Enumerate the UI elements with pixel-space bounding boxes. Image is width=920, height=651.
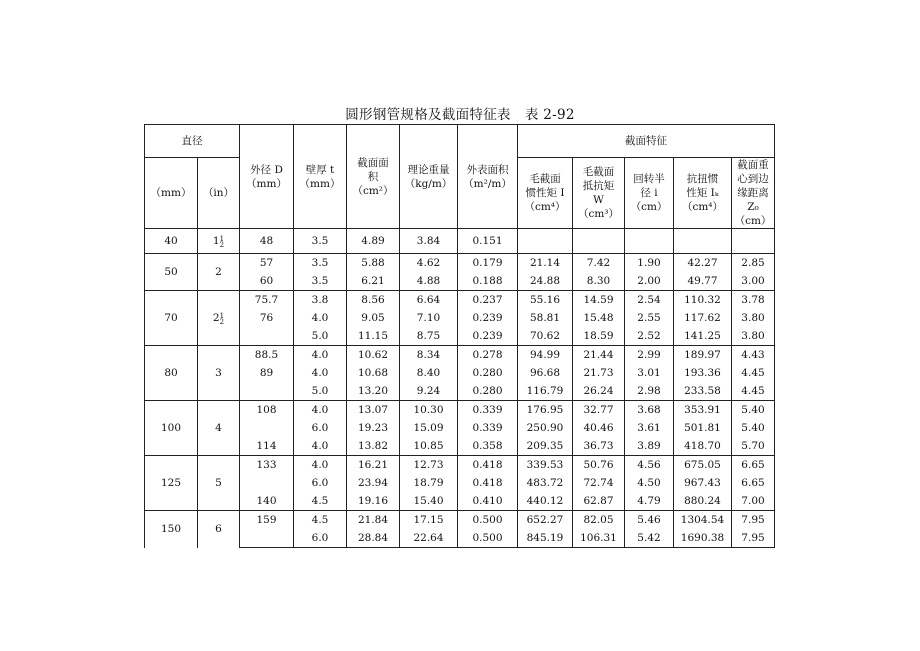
cell-torsional-inertia: 967.43 bbox=[674, 474, 732, 492]
cell-theoretical-weight: 17.15 bbox=[400, 511, 458, 530]
cell-torsional-inertia: 189.97 bbox=[674, 346, 732, 365]
header-section-properties: 截面特征 bbox=[518, 125, 775, 158]
cell-moment-of-inertia: 55.16 bbox=[518, 291, 573, 310]
fraction-numerator: 1 bbox=[219, 312, 225, 320]
cell-section-modulus: 21.73 bbox=[573, 364, 625, 382]
cell-theoretical-weight: 4.88 bbox=[400, 272, 458, 291]
cell-torsional-inertia: 42.27 bbox=[674, 254, 732, 273]
cell-radius-of-gyration: 5.46 bbox=[625, 511, 674, 530]
cell-surface-area: 0.239 bbox=[458, 327, 518, 346]
cell-wall-thickness: 4.0 bbox=[294, 364, 347, 382]
cell-theoretical-weight: 8.40 bbox=[400, 364, 458, 382]
cell-radius-of-gyration: 3.89 bbox=[625, 437, 674, 456]
cell-torsional-inertia: 675.05 bbox=[674, 456, 732, 475]
table-row bbox=[145, 346, 775, 365]
table-row bbox=[145, 272, 775, 291]
header-wall-thickness: 壁厚 t （mm） bbox=[294, 125, 347, 229]
cell-radius-of-gyration: 1.90 bbox=[625, 254, 674, 273]
cell-outer-diameter: 159 bbox=[240, 511, 294, 530]
cell-surface-area: 0.500 bbox=[458, 511, 518, 530]
cell-wall-thickness: 3.8 bbox=[294, 291, 347, 310]
table-row bbox=[145, 529, 775, 548]
cell-surface-area: 0.339 bbox=[458, 419, 518, 437]
header-section-modulus: 毛截面 抵抗矩 W （cm³） bbox=[573, 158, 625, 229]
header-outer-diameter: 外径 D （mm） bbox=[240, 125, 294, 229]
cell-surface-area: 0.339 bbox=[458, 401, 518, 420]
cell-section-area: 13.07 bbox=[347, 401, 400, 420]
cell-surface-area: 0.179 bbox=[458, 254, 518, 273]
cell-moment-of-inertia: 70.62 bbox=[518, 327, 573, 346]
steel-pipe-spec-table bbox=[144, 124, 775, 548]
cell-section-area: 13.20 bbox=[347, 382, 400, 401]
cell-section-modulus: 50.76 bbox=[573, 456, 625, 475]
cell-section-modulus: 15.48 bbox=[573, 309, 625, 327]
cell-outer-diameter bbox=[240, 419, 294, 437]
table-row bbox=[145, 364, 775, 382]
cell-section-area: 5.88 bbox=[347, 254, 400, 273]
cell-surface-area: 0.151 bbox=[458, 229, 518, 254]
cell-torsional-inertia: 141.25 bbox=[674, 327, 732, 346]
cell-radius-of-gyration: 5.42 bbox=[625, 529, 674, 548]
cell-radius-of-gyration: 2.52 bbox=[625, 327, 674, 346]
cell-outer-diameter: 48 bbox=[240, 229, 294, 254]
cell-theoretical-weight: 22.64 bbox=[400, 529, 458, 548]
table-number: 表 2-92 bbox=[524, 107, 575, 123]
cell-torsional-inertia: 501.81 bbox=[674, 419, 732, 437]
cell-wall-thickness: 5.0 bbox=[294, 327, 347, 346]
cell-moment-of-inertia: 483.72 bbox=[518, 474, 573, 492]
cell-radius-of-gyration: 3.01 bbox=[625, 364, 674, 382]
cell-surface-area: 0.500 bbox=[458, 529, 518, 548]
cell-diameter-in: 2 bbox=[198, 254, 240, 291]
cell-section-modulus: 18.59 bbox=[573, 327, 625, 346]
cell-torsional-inertia: 233.58 bbox=[674, 382, 732, 401]
cell-diameter-in bbox=[198, 229, 240, 254]
cell-section-modulus: 7.42 bbox=[573, 254, 625, 273]
cell-radius-of-gyration: 3.61 bbox=[625, 419, 674, 437]
cell-section-modulus: 106.31 bbox=[573, 529, 625, 548]
header-section-area: 截面面 积 （cm²） bbox=[347, 125, 400, 229]
in-whole: 2 bbox=[212, 312, 220, 324]
table-row bbox=[145, 327, 775, 346]
cell-centroid-distance: 7.95 bbox=[732, 511, 775, 530]
cell-outer-diameter bbox=[240, 474, 294, 492]
cell-torsional-inertia: 1690.38 bbox=[674, 529, 732, 548]
cell-outer-diameter: 89 bbox=[240, 364, 294, 382]
cell-surface-area: 0.410 bbox=[458, 492, 518, 511]
cell-torsional-inertia bbox=[674, 229, 732, 254]
cell-moment-of-inertia: 176.95 bbox=[518, 401, 573, 420]
cell-diameter-in: 6 bbox=[198, 511, 240, 548]
table-row bbox=[145, 474, 775, 492]
cell-outer-diameter: 88.5 bbox=[240, 346, 294, 365]
cell-radius-of-gyration: 2.99 bbox=[625, 346, 674, 365]
header-diameter-mm: （mm） bbox=[145, 158, 198, 229]
cell-moment-of-inertia: 58.81 bbox=[518, 309, 573, 327]
cell-surface-area: 0.280 bbox=[458, 364, 518, 382]
cell-moment-of-inertia: 652.27 bbox=[518, 511, 573, 530]
cell-radius-of-gyration: 3.68 bbox=[625, 401, 674, 420]
table-title bbox=[0, 103, 920, 123]
cell-section-area: 10.62 bbox=[347, 346, 400, 365]
cell-diameter-in bbox=[198, 291, 240, 346]
cell-moment-of-inertia: 21.14 bbox=[518, 254, 573, 273]
cell-wall-thickness: 4.0 bbox=[294, 401, 347, 420]
cell-theoretical-weight: 15.40 bbox=[400, 492, 458, 511]
cell-wall-thickness: 3.5 bbox=[294, 254, 347, 273]
cell-section-modulus: 40.46 bbox=[573, 419, 625, 437]
cell-centroid-distance: 4.45 bbox=[732, 364, 775, 382]
cell-radius-of-gyration: 2.98 bbox=[625, 382, 674, 401]
cell-section-area: 21.84 bbox=[347, 511, 400, 530]
table-row bbox=[145, 254, 775, 273]
cell-centroid-distance: 4.45 bbox=[732, 382, 775, 401]
cell-theoretical-weight: 7.10 bbox=[400, 309, 458, 327]
cell-centroid-distance bbox=[732, 229, 775, 254]
cell-section-modulus: 21.44 bbox=[573, 346, 625, 365]
cell-section-modulus: 82.05 bbox=[573, 511, 625, 530]
cell-surface-area: 0.358 bbox=[458, 437, 518, 456]
cell-section-area: 4.89 bbox=[347, 229, 400, 254]
cell-centroid-distance: 5.70 bbox=[732, 437, 775, 456]
header-centroid-distance: 截面重 心到边 缘距离 Z₀ （cm） bbox=[732, 158, 775, 229]
cell-outer-diameter: 76 bbox=[240, 309, 294, 327]
cell-wall-thickness: 3.5 bbox=[294, 229, 347, 254]
cell-torsional-inertia: 353.91 bbox=[674, 401, 732, 420]
cell-outer-diameter: 140 bbox=[240, 492, 294, 511]
cell-theoretical-weight: 8.34 bbox=[400, 346, 458, 365]
header-torsional-inertia: 抗扭惯 性矩 Iₖ （cm⁴） bbox=[674, 158, 732, 229]
cell-surface-area: 0.280 bbox=[458, 382, 518, 401]
cell-centroid-distance: 6.65 bbox=[732, 456, 775, 475]
cell-moment-of-inertia: 116.79 bbox=[518, 382, 573, 401]
cell-torsional-inertia: 418.70 bbox=[674, 437, 732, 456]
header-diameter: 直径 bbox=[145, 125, 240, 158]
cell-surface-area: 0.239 bbox=[458, 309, 518, 327]
cell-torsional-inertia: 49.77 bbox=[674, 272, 732, 291]
table-row bbox=[145, 456, 775, 475]
table-row bbox=[145, 382, 775, 401]
table-row bbox=[145, 492, 775, 511]
cell-surface-area: 0.418 bbox=[458, 474, 518, 492]
cell-centroid-distance: 3.78 bbox=[732, 291, 775, 310]
cell-section-modulus: 36.73 bbox=[573, 437, 625, 456]
cell-moment-of-inertia: 94.99 bbox=[518, 346, 573, 365]
cell-surface-area: 0.237 bbox=[458, 291, 518, 310]
cell-diameter-mm: 50 bbox=[145, 254, 198, 291]
cell-wall-thickness: 4.0 bbox=[294, 346, 347, 365]
cell-section-modulus: 32.77 bbox=[573, 401, 625, 420]
cell-wall-thickness: 4.5 bbox=[294, 511, 347, 530]
cell-torsional-inertia: 1304.54 bbox=[674, 511, 732, 530]
cell-centroid-distance: 4.43 bbox=[732, 346, 775, 365]
cell-diameter-mm: 125 bbox=[145, 456, 198, 511]
cell-theoretical-weight: 12.73 bbox=[400, 456, 458, 475]
cell-diameter-mm: 70 bbox=[145, 291, 198, 346]
title-text: 圆形钢管规格及截面特征表 bbox=[345, 107, 511, 123]
table-row bbox=[145, 309, 775, 327]
table-row bbox=[145, 511, 775, 530]
cell-radius-of-gyration: 2.54 bbox=[625, 291, 674, 310]
cell-theoretical-weight: 10.30 bbox=[400, 401, 458, 420]
cell-wall-thickness: 6.0 bbox=[294, 529, 347, 548]
cell-moment-of-inertia: 845.19 bbox=[518, 529, 573, 548]
cell-section-area: 9.05 bbox=[347, 309, 400, 327]
cell-section-area: 10.68 bbox=[347, 364, 400, 382]
cell-surface-area: 0.278 bbox=[458, 346, 518, 365]
cell-section-modulus bbox=[573, 229, 625, 254]
cell-surface-area: 0.188 bbox=[458, 272, 518, 291]
cell-moment-of-inertia bbox=[518, 229, 573, 254]
cell-outer-diameter bbox=[240, 327, 294, 346]
fraction-denominator: 2 bbox=[219, 241, 225, 249]
cell-section-modulus: 8.30 bbox=[573, 272, 625, 291]
fraction-numerator: 1 bbox=[219, 235, 225, 243]
cell-outer-diameter: 133 bbox=[240, 456, 294, 475]
cell-theoretical-weight: 10.85 bbox=[400, 437, 458, 456]
header-moment-of-inertia: 毛截面 惯性矩 I （cm⁴） bbox=[518, 158, 573, 229]
table-row bbox=[145, 291, 775, 310]
cell-moment-of-inertia: 339.53 bbox=[518, 456, 573, 475]
cell-section-area: 19.23 bbox=[347, 419, 400, 437]
cell-wall-thickness: 4.0 bbox=[294, 437, 347, 456]
table-row bbox=[145, 401, 775, 420]
cell-section-area: 23.94 bbox=[347, 474, 400, 492]
cell-diameter-in: 3 bbox=[198, 346, 240, 401]
fraction-denominator: 2 bbox=[219, 318, 225, 326]
cell-theoretical-weight: 3.84 bbox=[400, 229, 458, 254]
cell-diameter-mm: 100 bbox=[145, 401, 198, 456]
cell-radius-of-gyration: 2.00 bbox=[625, 272, 674, 291]
cell-theoretical-weight: 15.09 bbox=[400, 419, 458, 437]
cell-wall-thickness: 4.0 bbox=[294, 309, 347, 327]
cell-wall-thickness: 4.5 bbox=[294, 492, 347, 511]
cell-diameter-mm: 40 bbox=[145, 229, 198, 254]
cell-centroid-distance: 7.95 bbox=[732, 529, 775, 548]
cell-radius-of-gyration bbox=[625, 229, 674, 254]
cell-radius-of-gyration: 4.79 bbox=[625, 492, 674, 511]
cell-moment-of-inertia: 24.88 bbox=[518, 272, 573, 291]
cell-section-modulus: 14.59 bbox=[573, 291, 625, 310]
in-whole: 1 bbox=[212, 235, 220, 247]
cell-diameter-in: 4 bbox=[198, 401, 240, 456]
cell-theoretical-weight: 18.79 bbox=[400, 474, 458, 492]
header-diameter-in: （in） bbox=[198, 158, 240, 229]
cell-section-modulus: 72.74 bbox=[573, 474, 625, 492]
cell-diameter-mm: 80 bbox=[145, 346, 198, 401]
in-fraction bbox=[220, 313, 224, 325]
cell-section-area: 19.16 bbox=[347, 492, 400, 511]
cell-outer-diameter bbox=[240, 382, 294, 401]
cell-wall-thickness: 6.0 bbox=[294, 419, 347, 437]
cell-section-area: 28.84 bbox=[347, 529, 400, 548]
cell-outer-diameter: 114 bbox=[240, 437, 294, 456]
header-surface-area: 外表面积 （m²/m） bbox=[458, 125, 518, 229]
cell-wall-thickness: 5.0 bbox=[294, 382, 347, 401]
cell-outer-diameter: 60 bbox=[240, 272, 294, 291]
cell-radius-of-gyration: 2.55 bbox=[625, 309, 674, 327]
cell-section-area: 8.56 bbox=[347, 291, 400, 310]
cell-outer-diameter: 75.7 bbox=[240, 291, 294, 310]
cell-radius-of-gyration: 4.56 bbox=[625, 456, 674, 475]
cell-centroid-distance: 5.40 bbox=[732, 401, 775, 420]
table-row bbox=[145, 419, 775, 437]
cell-theoretical-weight: 9.24 bbox=[400, 382, 458, 401]
cell-wall-thickness: 3.5 bbox=[294, 272, 347, 291]
cell-moment-of-inertia: 250.90 bbox=[518, 419, 573, 437]
cell-theoretical-weight: 4.62 bbox=[400, 254, 458, 273]
cell-centroid-distance: 6.65 bbox=[732, 474, 775, 492]
cell-outer-diameter: 108 bbox=[240, 401, 294, 420]
cell-centroid-distance: 3.00 bbox=[732, 272, 775, 291]
cell-centroid-distance: 3.80 bbox=[732, 309, 775, 327]
table-row bbox=[145, 437, 775, 456]
cell-section-modulus: 26.24 bbox=[573, 382, 625, 401]
table-row bbox=[145, 229, 775, 254]
cell-section-area: 6.21 bbox=[347, 272, 400, 291]
cell-diameter-in: 5 bbox=[198, 456, 240, 511]
cell-centroid-distance: 2.85 bbox=[732, 254, 775, 273]
cell-section-area: 16.21 bbox=[347, 456, 400, 475]
cell-radius-of-gyration: 4.50 bbox=[625, 474, 674, 492]
cell-outer-diameter: 57 bbox=[240, 254, 294, 273]
cell-theoretical-weight: 6.64 bbox=[400, 291, 458, 310]
cell-moment-of-inertia: 96.68 bbox=[518, 364, 573, 382]
in-fraction bbox=[220, 236, 224, 248]
cell-moment-of-inertia: 209.35 bbox=[518, 437, 573, 456]
cell-torsional-inertia: 193.36 bbox=[674, 364, 732, 382]
cell-surface-area: 0.418 bbox=[458, 456, 518, 475]
cell-torsional-inertia: 117.62 bbox=[674, 309, 732, 327]
cell-moment-of-inertia: 440.12 bbox=[518, 492, 573, 511]
cell-centroid-distance: 3.80 bbox=[732, 327, 775, 346]
cell-torsional-inertia: 110.32 bbox=[674, 291, 732, 310]
cell-centroid-distance: 5.40 bbox=[732, 419, 775, 437]
cell-centroid-distance: 7.00 bbox=[732, 492, 775, 511]
cell-section-area: 13.82 bbox=[347, 437, 400, 456]
cell-outer-diameter bbox=[240, 529, 294, 548]
cell-diameter-mm: 150 bbox=[145, 511, 198, 548]
cell-wall-thickness: 6.0 bbox=[294, 474, 347, 492]
cell-section-modulus: 62.87 bbox=[573, 492, 625, 511]
cell-torsional-inertia: 880.24 bbox=[674, 492, 732, 511]
cell-wall-thickness: 4.0 bbox=[294, 456, 347, 475]
header-theoretical-weight: 理论重量 （kg/m） bbox=[400, 125, 458, 229]
cell-theoretical-weight: 8.75 bbox=[400, 327, 458, 346]
cell-section-area: 11.15 bbox=[347, 327, 400, 346]
header-radius-of-gyration: 回转半 径 i （cm） bbox=[625, 158, 674, 229]
